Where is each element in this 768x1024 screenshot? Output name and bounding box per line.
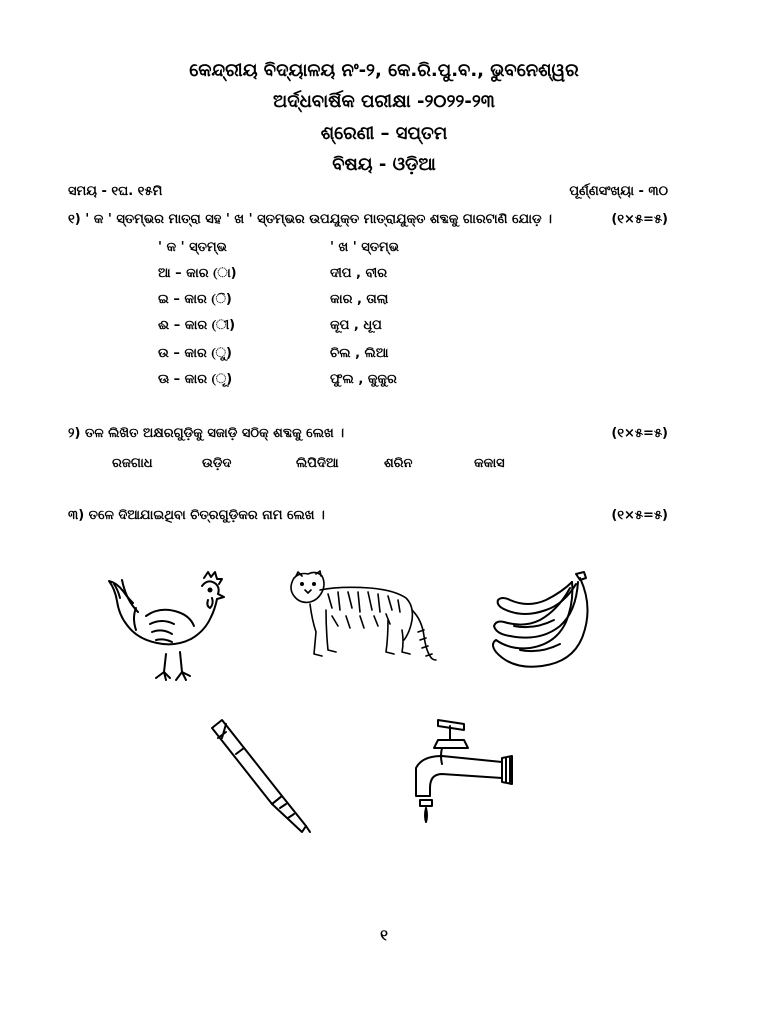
q2-word: ଲିପିଦିଆ (296, 456, 339, 471)
tap-icon (406, 714, 522, 826)
q1-row-a: ଈ – କାର (ୀ) (158, 318, 236, 333)
q2-word: ଶରିନ (384, 456, 413, 471)
time-label: ସମୟ - ୧ଘ. ୧୫ମି (68, 184, 163, 199)
q1-text: ୧) ' କ ' ସ୍ତମ୍ଭର ମାତ୍ରା ସହ ' ଖ ' ସ୍ତମ୍ଭର ଉପଯୁକ୍ତ ମାତ୍ରାଯୁକ୍ତ ଶବ୍ଦକୁ ଗାରଟାଣି ଯୋଡ଼ । (68, 212, 552, 227)
tiger-icon (288, 570, 438, 670)
subject-title: ବିଷୟ - ଓଡ଼ିଆ (332, 154, 436, 175)
q3-text: ୩) ତଳେ ଦିଆଯାଇଥିବା ଚିତ୍ରଗୁଡ଼ିକର ନାମ ଲେଖ । (68, 508, 325, 523)
pen-icon (206, 718, 316, 834)
q2-marks: (୧×୫=୫) (611, 426, 668, 441)
q1-row-b: ଚିଲ , ଲିଆ (330, 346, 389, 361)
q1-row-a: ଇ – କାର (ି) (158, 292, 232, 307)
exam-title: ଅର୍ଦ୍ଧବାର୍ଷିକ ପରୀକ୍ଷା -୨୦୨୨-୨୩ (273, 91, 495, 112)
q1-row-a: ଆ – କାର (ା) (158, 266, 237, 281)
banana-icon (490, 570, 602, 670)
school-title: କେନ୍ଦ୍ରୀୟ ବିଦ୍ୟାଳୟ ନଂ-୨, କେ.ରି.ପୁ.ବ., ଭୁବନେଶ୍ୱର (189, 60, 579, 81)
q1-row-b: କାର , ତାଲା (330, 292, 389, 307)
q1-row-a: ଉ – କାର (ୁ) (158, 346, 232, 361)
full-marks-label: ପୂର୍ଣ୍ଣସଂଖ୍ୟା - ୩୦ (569, 184, 668, 199)
q3-marks: (୧×୫=୫) (611, 508, 668, 523)
q2-word: କକାସ (474, 456, 505, 471)
q1-row-b: ଫୁଲ , କୁକୁର (330, 372, 397, 387)
q1-col-b-header: ' ଖ ' ସ୍ତମ୍ଭ (330, 240, 399, 255)
q1-row-b: କୂପ , ଧୂପ (330, 318, 382, 333)
q2-word: ରଜଗାଧ (112, 456, 153, 471)
q1-col-a-header: ' କ ' ସ୍ତମ୍ଭ (158, 240, 227, 255)
q2-text: ୨) ତଳ ଲିଖିତ ଅକ୍ଷରଗୁଡ଼ିକୁ ସଜାଡ଼ି ସଠିକ୍ ଶବ୍ଦକୁ ଲେଖ । (68, 426, 345, 441)
class-title: ଶ୍ରେଣୀ – ସପ୍ତମ (320, 123, 448, 144)
hen-icon (106, 568, 226, 686)
q1-marks: (୧×୫=୫) (611, 212, 668, 227)
page-number: ୧ (380, 926, 388, 944)
q1-row-b: ଦୀପ , ବୀର (330, 266, 388, 281)
q2-word: ଉଡ଼ିଦ (202, 456, 232, 471)
q1-row-a: ଊ – କାର (ୂ) (158, 372, 233, 387)
